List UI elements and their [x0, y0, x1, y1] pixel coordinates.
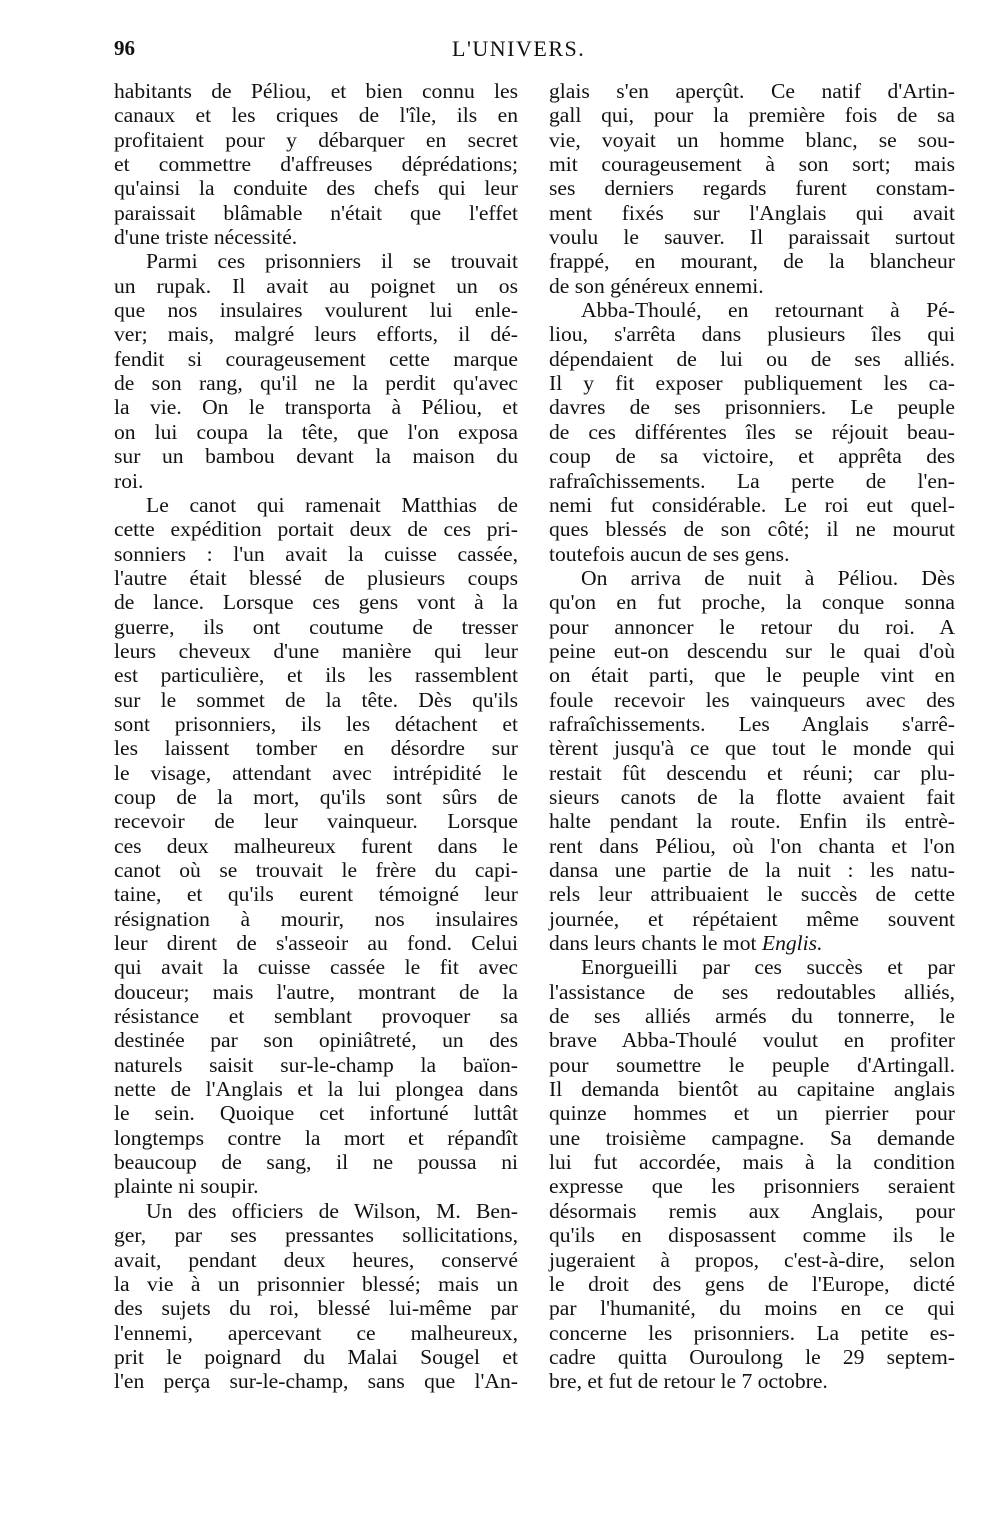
text-line: on lui coupa la tête, que l'on exposa — [114, 419, 518, 444]
text-line: qu'ils en disposassent comme ils le — [549, 1223, 955, 1248]
text-line: rels leur attribuaient le succès de cette — [549, 882, 955, 907]
text-line: par l'humanité, du moins en ce qui — [549, 1296, 955, 1321]
text-line: de ses alliés armés du tonnerre, le — [549, 1004, 955, 1029]
text-line: on était parti, que le peuple vint en — [549, 663, 955, 688]
text-line: Le canot qui ramenait Matthias de — [146, 492, 518, 517]
text-line: des sujets du roi, blessé lui-même par — [114, 1296, 518, 1321]
text-line: canot où se trouvait le frère du capi- — [114, 858, 518, 882]
text-line: prit le poignard du Malai Sougel et — [114, 1344, 518, 1369]
text-line: qui avait la cuisse cassée le fit avec — [114, 955, 518, 980]
text-line: coup de la mort, qu'ils sont sûrs de — [114, 784, 518, 809]
text-line: leurs cheveux d'une manière qui leur — [114, 638, 518, 663]
text-line: pour annoncer le retour du roi. A — [549, 614, 955, 639]
text-line: et commettre d'affreuses déprédations; — [114, 152, 518, 177]
text-line: quinze hommes et un pierrier pour — [549, 1101, 955, 1126]
text-line: de ces différentes îles se réjouit beau- — [549, 419, 955, 444]
text-line: cette expédition portait deux de ces pri- — [114, 517, 518, 542]
text-line: le droit des gens de l'Europe, dicté — [549, 1271, 955, 1296]
text-line: douceur; mais l'autre, montrant de la — [114, 979, 518, 1004]
text-line: expresse que les prisonniers seraient — [549, 1174, 955, 1199]
text-line: l'en perça sur-le-champ, sans que l'An- — [114, 1369, 518, 1394]
text-line: taine, et qu'ils eurent témoigné leur — [114, 882, 518, 907]
text-line — [549, 931, 955, 955]
text-line: de son généreux ennemi. — [549, 273, 764, 298]
text-line: d'une triste nécessité. — [114, 225, 298, 250]
text-line: le visage, attendant avec intrépidité le — [114, 760, 518, 785]
text-line: dansa une partie de la nuit : les natu- — [549, 858, 955, 882]
text-line: voulu le sauver. Il paraissait surtout — [549, 225, 955, 250]
text-line: le sein. Quoique cet infortuné luttât — [114, 1101, 518, 1126]
text-line: l'autre était blessé de plusieurs coups — [114, 565, 518, 590]
text-line: ment fixés sur l'Anglais qui avait — [549, 200, 955, 225]
text-line: désormais remis aux Anglais, pour — [549, 1198, 955, 1223]
italic-word: Englis. — [761, 931, 823, 956]
text-line: mit courageusement à son sort; mais — [549, 152, 955, 177]
text-line: ger, par ses pressantes sollicitations, — [114, 1223, 518, 1248]
text-line: habitants de Péliou, et bien connu les — [114, 79, 518, 103]
text-line: Enorgueilli par ces succès et par — [581, 955, 955, 980]
text-line: sont prisonniers, ils les détachent et — [114, 711, 518, 736]
text-line: glais s'en aperçût. Ce natif d'Artin- — [549, 79, 955, 103]
text-line: paraissait blâmable n'était que l'effet — [114, 200, 518, 225]
text-segment: dans leurs chants le mot — [549, 931, 762, 956]
text-line: beaucoup de sang, il ne poussa ni — [114, 1150, 518, 1175]
text-line: Parmi ces prisonniers il se trouvait — [146, 249, 518, 274]
text-line: Abba-Thoulé, en retournant à Pé- — [581, 298, 955, 323]
text-line: l'ennemi, apercevant ce malheureux, — [114, 1320, 518, 1345]
text-line: cadre quitta Ouroulong le 29 septem- — [549, 1344, 955, 1369]
text-line: sur le sommet de la tête. Dès qu'ils — [114, 687, 518, 712]
text-line: qu'on en fut proche, la conque sonna — [549, 590, 955, 615]
text-line: peine eut-on descendu sur le quai d'où — [549, 638, 955, 663]
text-line: profitaient pour y débarquer en secret — [114, 127, 518, 152]
text-line: nette de l'Anglais et la lui plongea dans — [114, 1077, 518, 1102]
text-line: pour soumettre le peuple d'Artingall. — [549, 1052, 955, 1077]
text-line: lui fut accordée, mais à la condition — [549, 1150, 955, 1175]
text-line: guerre, ils ont coutume de tresser — [114, 614, 518, 639]
text-line: de son rang, qu'il ne la perdit qu'avec — [114, 371, 518, 396]
text-line: vie, voyait un homme blanc, se sou- — [549, 127, 955, 152]
text-line: brave Abba-Thoulé voulut en profiter — [549, 1028, 955, 1053]
text-line: fendit si courageusement cette marque — [114, 346, 518, 371]
text-line: On arriva de nuit à Péliou. Dès — [581, 565, 955, 590]
text-line: tèrent jusqu'à ce que tout le monde qui — [549, 736, 955, 761]
text-line: ces deux malheureux furent dans le — [114, 833, 518, 858]
text-line: leur dirent de s'asseoir au fond. Celui — [114, 931, 518, 956]
text-line: gall qui, pour la première fois de sa — [549, 103, 955, 128]
text-line: la vie. On le transporta à Péliou, et — [114, 395, 518, 420]
text-line: halte pendant la route. Enfin ils entrè- — [549, 809, 955, 834]
text-line: nemi fut considérable. Le roi eut quel- — [549, 492, 955, 517]
text-line: davres de ses prisonniers. Le peuple — [549, 395, 955, 420]
text-line: rafraîchissements. Les Anglais s'arrê- — [549, 711, 955, 736]
text-line: jugeraient à propos, c'est-à-dire, selon — [549, 1247, 955, 1272]
running-title: L'UNIVERS. — [452, 36, 586, 61]
text-line: plainte ni soupir. — [114, 1174, 259, 1199]
text-line: rent dans Péliou, où l'on chanta et l'on — [549, 833, 955, 858]
text-line: bre, et fut de retour le 7 octobre. — [549, 1369, 828, 1394]
text-line: frappé, en mourant, de la blancheur — [549, 249, 955, 274]
right-column — [549, 79, 955, 1394]
text-line: naturels saisit sur-le-champ la baïon- — [114, 1052, 518, 1077]
text-line: ses derniers regards furent constam- — [549, 176, 955, 201]
text-line: les laissent tomber en désordre sur — [114, 736, 518, 761]
left-column — [114, 79, 518, 1394]
text-line: résignation à mourir, nos insulaires — [114, 906, 518, 931]
text-line: ver; mais, malgré leurs efforts, il dé- — [114, 322, 518, 347]
text-line: Un des officiers de Wilson, M. Ben- — [146, 1198, 518, 1223]
text-line: la vie à un prisonnier blessé; mais un — [114, 1271, 518, 1296]
page-number: 96 — [114, 36, 135, 60]
text-line: dépendaient de lui ou de ses alliés. — [549, 346, 955, 371]
text-line: qu'ainsi la conduite des chefs qui leur — [114, 176, 518, 201]
text-line: rafraîchissements. La perte de l'en- — [549, 468, 955, 493]
text-line: Il y fit exposer publiquement les ca- — [549, 371, 955, 396]
text-line: destinée par son opiniâtreté, un des — [114, 1028, 518, 1053]
text-line: résistance et semblant provoquer sa — [114, 1004, 518, 1029]
text-line: que nos insulaires voulurent lui enle- — [114, 298, 518, 323]
text-line: sonniers : l'un avait la cuisse cassée, — [114, 541, 518, 566]
text-line: est particulière, et ils les rassemblent — [114, 663, 518, 688]
text-line: Il demanda bientôt au capitaine anglais — [549, 1077, 955, 1102]
text-line: restait fût descendu et réuni; car plu- — [549, 760, 955, 785]
text-line: toutefois aucun de ses gens. — [549, 541, 790, 566]
text-line: sur un bambou devant la maison du — [114, 444, 518, 469]
text-line: recevoir de leur vainqueur. Lorsque — [114, 809, 518, 834]
text-line: avait, pendant deux heures, conservé — [114, 1247, 518, 1272]
text-line: une troisième campagne. Sa demande — [549, 1125, 955, 1150]
text-line: un rupak. Il avait au poignet un os — [114, 273, 518, 298]
text-line: ques blessés de son côté; il ne mourut — [549, 517, 955, 542]
text-line: sieurs canots de la flotte avaient fait — [549, 784, 955, 809]
text-line: journée, et répétaient même souvent — [549, 906, 955, 931]
text-line: de lance. Lorsque ces gens vont à la — [114, 590, 518, 615]
text-line: liou, s'arrêta dans plusieurs îles qui — [549, 322, 955, 347]
text-line: coup de sa victoire, et apprêta des — [549, 444, 955, 469]
text-line: longtemps contre la mort et répandît — [114, 1125, 518, 1150]
text-line: concerne les prisonniers. La petite es- — [549, 1320, 955, 1345]
text-line: l'assistance de ses redoutables alliés, — [549, 979, 955, 1004]
text-line: foule recevoir les vainqueurs avec des — [549, 687, 955, 712]
text-line: canaux et les criques de l'île, ils en — [114, 103, 518, 128]
text-line: roi. — [114, 468, 144, 493]
